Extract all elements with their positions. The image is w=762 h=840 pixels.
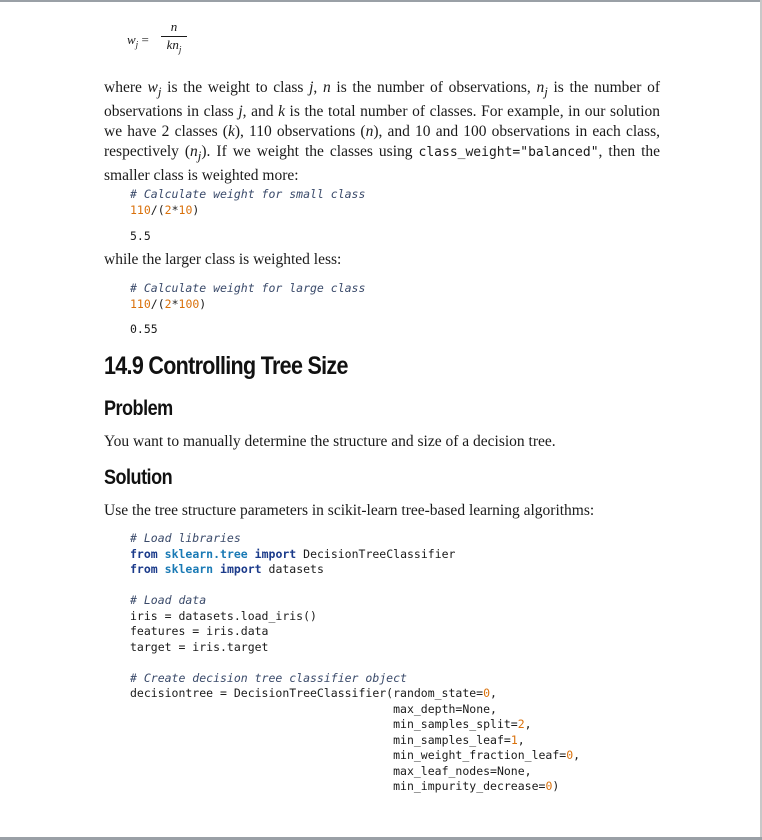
code-comment: # Calculate weight for large class [130,281,366,295]
code-block-tree-params: # Load libraries from sklearn.tree import DecisionTreeClassifier from sklearn import datasets # Load data iris = datasets.load_iris() features = iris.data target = iris.target # Create decision tree classifier object decisiontree = DecisionTreeClassifier(random_state=0, max_depth=None, min_samples_split=2, min_samples_leaf=1, min_weight_fraction_leaf=0, max_leaf_nodes=None, min_impurity_decrease=0) [130,531,581,793]
code-output-small-class: 5.5 [130,229,151,243]
paragraph-weight-explanation: where $w_j$ is the weight to class j, n is the number of observations, $n_j$ is the number of observations in class j, and k is the total number of classes. For example, in our solution we have 2 classes (k), 110 observations (n), and 10 and 100 observations in each class, respectively $(n_j)$. If we weight the classes using class_weight="balanced", then the smaller class is weighted more: [104,79,661,185]
formula-fraction [161,20,187,57]
formula-den-sub: j [178,44,182,55]
solution-heading: Solution [104,466,173,489]
formula-lhs-var: w [127,32,136,47]
problem-heading: Problem [104,397,173,420]
code-block-small-class: # Calculate weight for small class 110/(2*10) [130,187,366,217]
problem-text: You want to manually determine the structure and size of a decision tree. [104,433,556,450]
top-border [0,0,762,2]
inline-code-class-weight: class_weight="balanced" [418,145,599,161]
code-block-large-class: # Calculate weight for large class 110/(2*100) [130,281,366,311]
formula-numerator: n [170,19,178,34]
code-output-large-class: 0.55 [130,322,158,336]
paragraph-larger-class: while the larger class is weighted less: [104,251,342,268]
formula-den-var: kn [166,37,179,52]
section-title: 14.9 Controlling Tree Size [104,352,348,380]
solution-text: Use the tree structure parameters in scikit-learn tree-based learning algorithms: [104,502,595,519]
formula-lhs-sub: j [135,39,139,50]
formula-equals: = [141,32,149,47]
formula-denominator [161,38,187,57]
code-comment: # Calculate weight for small class [130,187,366,201]
